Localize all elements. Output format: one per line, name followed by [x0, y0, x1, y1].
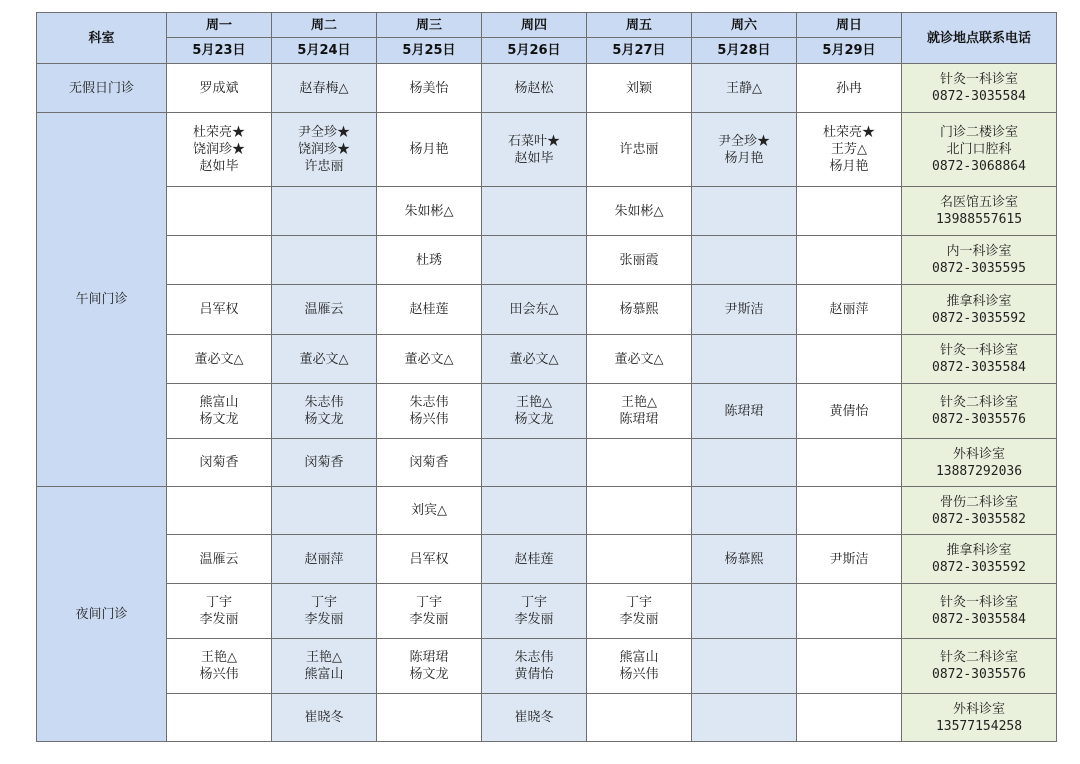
table-row [37, 639, 1057, 694]
doctor-cell: 丁宇 李发丽 [482, 584, 587, 639]
location-cell [902, 487, 1057, 535]
doctor-cell: 杨美怡 [377, 64, 482, 113]
date-header: 5月28日 [692, 38, 797, 64]
doctor-cell: 许忠丽 [587, 113, 692, 187]
location-name: 门诊二楼诊室 北门口腔科 [939, 125, 1018, 157]
doctor-cell: 闵菊香 [377, 439, 482, 487]
doctor-cell: 朱志伟 杨兴伟 [377, 384, 482, 439]
weekday-header: 周四 [482, 13, 587, 38]
location-cell [902, 384, 1057, 439]
location-name: 针灸二科诊室 [939, 395, 1018, 410]
doctor-cell: 杨月艳 [377, 113, 482, 187]
date-header: 5月25日 [377, 38, 482, 64]
doctor-cell: 杜琇 [377, 236, 482, 285]
weekday-header: 周二 [272, 13, 377, 38]
doctor-cell: 丁宇 李发丽 [377, 584, 482, 639]
date-header: 5月23日 [167, 38, 272, 64]
doctor-cell: 罗成斌 [167, 64, 272, 113]
location-name: 推拿科诊室 [946, 543, 1012, 558]
location-cell [902, 694, 1057, 742]
doctor-cell: 王静△ [692, 64, 797, 113]
phone-number: 0872-3035592 [932, 310, 1026, 326]
doctor-cell [692, 694, 797, 742]
doctor-cell: 朱如彬△ [587, 187, 692, 236]
weekday-header: 周六 [692, 13, 797, 38]
phone-number: 0872-3035584 [932, 612, 1026, 627]
date-header: 5月24日 [272, 38, 377, 64]
dept-noon: 午间门诊 [37, 113, 167, 487]
doctor-cell: 刘宾△ [377, 487, 482, 535]
doctor-cell: 熊富山 杨兴伟 [587, 639, 692, 694]
doctor-cell [587, 694, 692, 742]
location-cell [902, 236, 1057, 285]
doctor-cell: 杨赵松 [482, 64, 587, 113]
doctor-cell: 温雁云 [272, 285, 377, 335]
doctor-cell: 崔晓冬 [482, 694, 587, 742]
location-name: 针灸一科诊室 [939, 343, 1018, 358]
doctor-cell [692, 487, 797, 535]
table-row [37, 187, 1057, 236]
doctor-cell: 王艳△ 熊富山 [272, 639, 377, 694]
doctor-cell [797, 584, 902, 639]
doctor-cell [692, 639, 797, 694]
table-row [37, 335, 1057, 384]
weekday-header: 周日 [797, 13, 902, 38]
doctor-cell [587, 487, 692, 535]
location-name: 名医馆五诊室 [939, 195, 1018, 210]
phone-number: 0872-3035576 [932, 667, 1026, 682]
dept-holiday: 无假日门诊 [37, 64, 167, 113]
table-row [37, 64, 1057, 113]
table-row [37, 439, 1057, 487]
location-cell [902, 187, 1057, 236]
location-cell [902, 535, 1057, 584]
doctor-cell: 朱如彬△ [377, 187, 482, 236]
doctor-cell [482, 187, 587, 236]
doctor-cell [797, 487, 902, 535]
table-row [37, 487, 1057, 535]
doctor-cell: 杨慕熙 [587, 285, 692, 335]
weekday-header: 周一 [167, 13, 272, 38]
location-name: 内一科诊室 [946, 244, 1012, 259]
doctor-cell [797, 236, 902, 285]
doctor-cell: 杜荣亮★ 王芳△ 杨月艳 [797, 113, 902, 187]
dept-night: 夜间门诊 [37, 487, 167, 742]
location-name: 推拿科诊室 [946, 293, 1012, 309]
doctor-cell [377, 694, 482, 742]
doctor-cell: 刘颖 [587, 64, 692, 113]
location-name: 外科诊室 [952, 701, 1005, 717]
doctor-cell: 闵菊香 [272, 439, 377, 487]
schedule-table [36, 12, 1057, 742]
doctor-cell: 石菜叶★ 赵如毕 [482, 113, 587, 187]
location-cell [902, 285, 1057, 335]
doctor-cell: 黄倩怡 [797, 384, 902, 439]
doctor-cell: 尹斯洁 [692, 285, 797, 335]
weekday-header: 周三 [377, 13, 482, 38]
location-name: 针灸二科诊室 [939, 650, 1018, 665]
doctor-cell [797, 187, 902, 236]
phone-number: 0872-3035584 [932, 360, 1026, 375]
doctor-cell: 丁宇 李发丽 [272, 584, 377, 639]
doctor-cell: 朱志伟 杨文龙 [272, 384, 377, 439]
table-row [37, 694, 1057, 742]
location-cell [902, 113, 1057, 187]
doctor-cell: 董必文△ [482, 335, 587, 384]
doctor-cell: 赵桂莲 [377, 285, 482, 335]
phone-number: 0872-3035584 [932, 89, 1026, 104]
doctor-cell: 朱志伟 黄倩怡 [482, 639, 587, 694]
doctor-cell [482, 487, 587, 535]
doctor-cell [167, 694, 272, 742]
table-row [37, 584, 1057, 639]
doctor-cell: 闵菊香 [167, 439, 272, 487]
doctor-cell [167, 487, 272, 535]
doctor-cell [167, 236, 272, 285]
phone-number: 13887292036 [935, 463, 1023, 479]
doctor-cell [587, 535, 692, 584]
doctor-cell [587, 439, 692, 487]
doctor-cell: 丁宇 李发丽 [167, 584, 272, 639]
doctor-cell: 陈珺珺 杨文龙 [377, 639, 482, 694]
doctor-cell: 杨慕熙 [692, 535, 797, 584]
doctor-cell: 温雁云 [167, 535, 272, 584]
doctor-cell [272, 236, 377, 285]
doctor-cell: 赵春梅△ [272, 64, 377, 113]
doctor-cell [692, 439, 797, 487]
doctor-cell [797, 439, 902, 487]
location-cell [902, 439, 1057, 487]
doctor-cell [692, 335, 797, 384]
doctor-cell: 董必文△ [377, 335, 482, 384]
location-cell [902, 584, 1057, 639]
location-header: 就诊地点联系电话 [902, 13, 1057, 64]
doctor-cell: 尹全珍★ 杨月艳 [692, 113, 797, 187]
phone-number: 0872-3068864 [932, 159, 1026, 174]
location-name: 外科诊室 [952, 446, 1005, 462]
doctor-cell: 孙冉 [797, 64, 902, 113]
date-header: 5月26日 [482, 38, 587, 64]
phone-number: 0872-3035595 [932, 261, 1026, 276]
doctor-cell [797, 694, 902, 742]
date-header: 5月27日 [587, 38, 692, 64]
doctor-cell: 王艳△ 杨文龙 [482, 384, 587, 439]
doctor-cell: 崔晓冬 [272, 694, 377, 742]
doctor-cell: 杜荣亮★ 饶润珍★ 赵如毕 [167, 113, 272, 187]
doctor-cell: 董必文△ [272, 335, 377, 384]
dept-header: 科室 [37, 13, 167, 64]
doctor-cell: 丁宇 李发丽 [587, 584, 692, 639]
doctor-cell: 赵丽萍 [272, 535, 377, 584]
location-cell [902, 639, 1057, 694]
phone-number: 13577154258 [935, 718, 1023, 734]
phone-number: 0872-3035592 [932, 560, 1026, 575]
table-row [37, 113, 1057, 187]
doctor-cell [272, 487, 377, 535]
doctor-cell [692, 584, 797, 639]
doctor-cell: 赵丽萍 [797, 285, 902, 335]
doctor-cell [482, 439, 587, 487]
table-row [37, 535, 1057, 584]
doctor-cell [482, 236, 587, 285]
doctor-cell [797, 639, 902, 694]
doctor-cell: 田会东△ [482, 285, 587, 335]
header-row-weekdays [37, 13, 1057, 38]
table-row [37, 285, 1057, 335]
doctor-cell: 吕军权 [167, 285, 272, 335]
doctor-cell: 熊富山 杨文龙 [167, 384, 272, 439]
doctor-cell: 董必文△ [587, 335, 692, 384]
phone-number: 0872-3035582 [932, 511, 1026, 527]
date-header: 5月29日 [797, 38, 902, 64]
doctor-cell [692, 236, 797, 285]
doctor-cell [167, 187, 272, 236]
doctor-cell: 尹全珍★ 饶润珍★ 许忠丽 [272, 113, 377, 187]
doctor-cell: 陈珺珺 [692, 384, 797, 439]
doctor-cell: 赵桂莲 [482, 535, 587, 584]
phone-number: 13988557615 [935, 212, 1023, 227]
doctor-cell: 王艳△ 陈珺珺 [587, 384, 692, 439]
location-cell [902, 335, 1057, 384]
location-name: 针灸一科诊室 [939, 595, 1018, 610]
doctor-cell: 董必文△ [167, 335, 272, 384]
doctor-cell: 王艳△ 杨兴伟 [167, 639, 272, 694]
doctor-cell [797, 335, 902, 384]
location-cell [902, 64, 1057, 113]
weekday-header: 周五 [587, 13, 692, 38]
location-name: 针灸一科诊室 [939, 72, 1018, 87]
doctor-cell: 张丽霞 [587, 236, 692, 285]
doctor-cell: 吕军权 [377, 535, 482, 584]
location-name: 骨伤二科诊室 [939, 494, 1018, 510]
phone-number: 0872-3035576 [932, 412, 1026, 427]
doctor-cell: 尹斯洁 [797, 535, 902, 584]
table-row [37, 384, 1057, 439]
doctor-cell [692, 187, 797, 236]
table-row [37, 236, 1057, 285]
doctor-cell [272, 187, 377, 236]
